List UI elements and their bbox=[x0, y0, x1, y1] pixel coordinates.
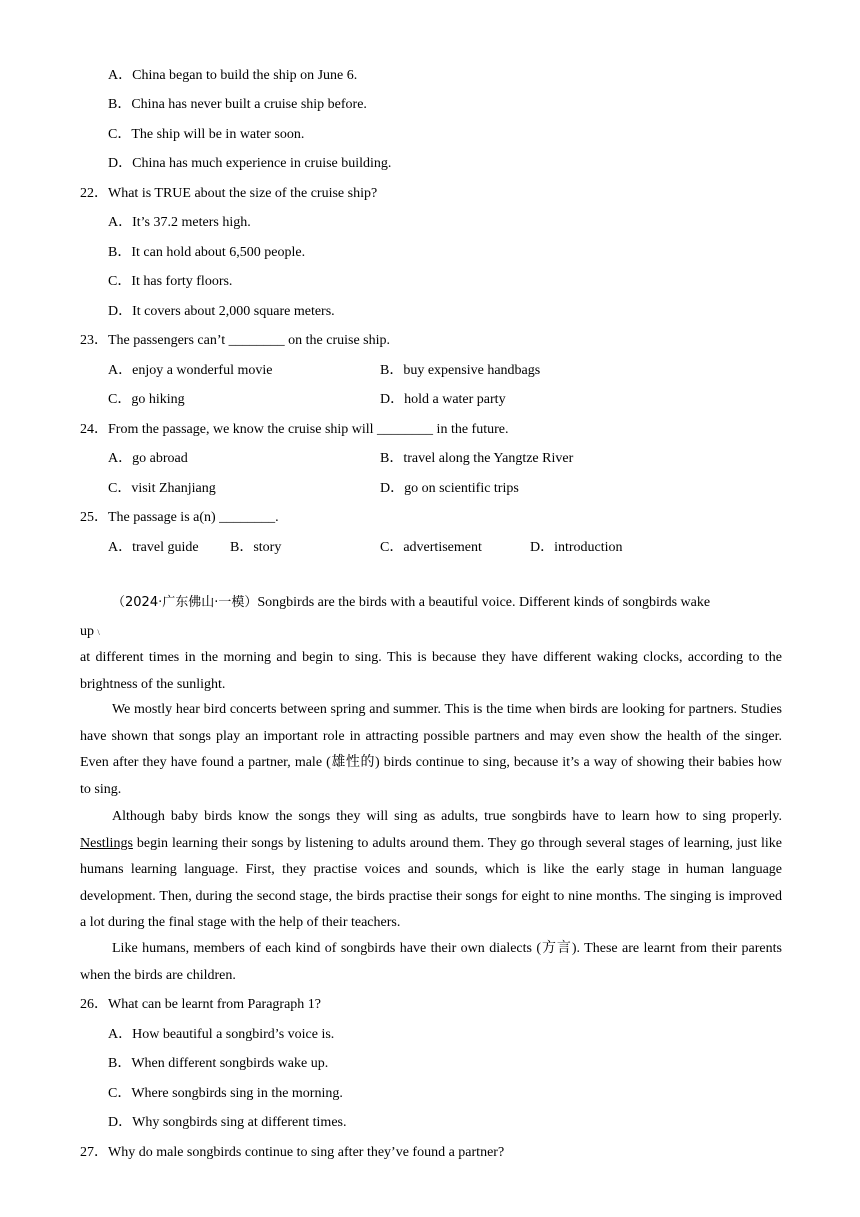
q23-option-c: C．go hiking bbox=[108, 392, 185, 407]
passage-paragraph-1-rest: at different times in the morning and begin to sing. This is because they have different waking clocks, according to the brightness of the sunlight. bbox=[80, 650, 782, 692]
q25-option-c: C．advertisement bbox=[380, 540, 482, 555]
q22-stem: 22．What is TRUE about the size of the cruise ship? bbox=[80, 186, 378, 201]
q25-stem: 25．The passage is a(n) ________. bbox=[80, 510, 279, 525]
q26-option-d: D．Why songbirds sing at different times. bbox=[108, 1115, 347, 1130]
q23-option-d: D．hold a water party bbox=[380, 392, 506, 407]
passage-p1-lead: Songbirds are the birds with a beautiful voice. Different kinds of songbirds wake bbox=[257, 595, 711, 610]
passage-p3-lead: Although baby birds know the songs they will sing as adults, true songbirds have to learn how to sing properly. bbox=[112, 809, 782, 824]
q22-option-c: C．It has forty floors. bbox=[108, 274, 233, 289]
passage-p1-up: up bbox=[80, 624, 94, 639]
q22-option-d: D．It covers about 2,000 square meters. bbox=[108, 304, 335, 319]
q26-stem: 26．What can be learnt from Paragraph 1? bbox=[80, 997, 322, 1012]
q24-stem: 24．From the passage, we know the cruise ship will ________ in the future. bbox=[80, 422, 509, 437]
passage-p3-rest: begin learning their songs by listening to adults around them. They go through several stages of learning, just like humans learning language. First, they practise voices and sounds, which is like the early stage in human language development. Then, during the second stage, the birds practise their songs for eight to nine months. The singing is improved a lot during the final stage with the help of their teachers. bbox=[80, 835, 783, 930]
nestlings-word: Nestlings bbox=[80, 835, 133, 851]
passage-paragraph-4: Like humans, members of each kind of songbirds have their own dialects (方言). These are learnt from their parents when the birds are children. bbox=[80, 941, 782, 983]
q25-option-d: D．introduction bbox=[530, 540, 623, 555]
break-mark: \ bbox=[97, 628, 100, 637]
passage-paragraph-1 bbox=[80, 590, 782, 617]
passage-paragraph-2: We mostly hear bird concerts between spring and summer. This is the time when birds are looking for partners. Studies have shown that songs play an important role in attracting possible partners and may even show the health of the singer. Even after they have found a partner, male (雄性的) birds continue to sing, because it’s a way of showing their babies how to sing. bbox=[80, 702, 782, 797]
q24-option-a: A．go abroad bbox=[108, 451, 188, 466]
q22-option-b: B．It can hold about 6,500 people. bbox=[108, 245, 306, 260]
q21-option-c: C．The ship will be in water soon. bbox=[108, 127, 305, 142]
q25-option-a: A．travel guide bbox=[108, 540, 199, 555]
q21-option-b: B．China has never built a cruise ship before. bbox=[108, 97, 367, 112]
passage-source: （2024·广东佛山·一模） bbox=[112, 595, 258, 610]
q22-option-a: A．It’s 37.2 meters high. bbox=[108, 215, 251, 230]
passage-paragraph-3 bbox=[80, 804, 782, 937]
passage-paragraph-1-break bbox=[80, 619, 782, 647]
q24-option-c: C．visit Zhanjiang bbox=[108, 481, 216, 496]
q24-option-d: D．go on scientific trips bbox=[380, 481, 519, 496]
q26-option-c: C．Where songbirds sing in the morning. bbox=[108, 1086, 343, 1101]
q27-stem: 27．Why do male songbirds continue to sing after they’ve found a partner? bbox=[80, 1145, 505, 1160]
q25-option-b: B．story bbox=[230, 540, 282, 555]
q26-option-a: A．How beautiful a songbird’s voice is. bbox=[108, 1027, 335, 1042]
q23-option-a: A．enjoy a wonderful movie bbox=[108, 363, 273, 378]
q24-option-b: B．travel along the Yangtze River bbox=[380, 451, 574, 466]
q21-option-a: A．China began to build the ship on June 6. bbox=[108, 68, 358, 83]
q26-option-b: B．When different songbirds wake up. bbox=[108, 1056, 329, 1071]
q23-option-b: B．buy expensive handbags bbox=[380, 363, 541, 378]
q21-option-d: D．China has much experience in cruise building. bbox=[108, 156, 392, 171]
q23-stem: 23．The passengers can’t ________ on the cruise ship. bbox=[80, 333, 391, 348]
